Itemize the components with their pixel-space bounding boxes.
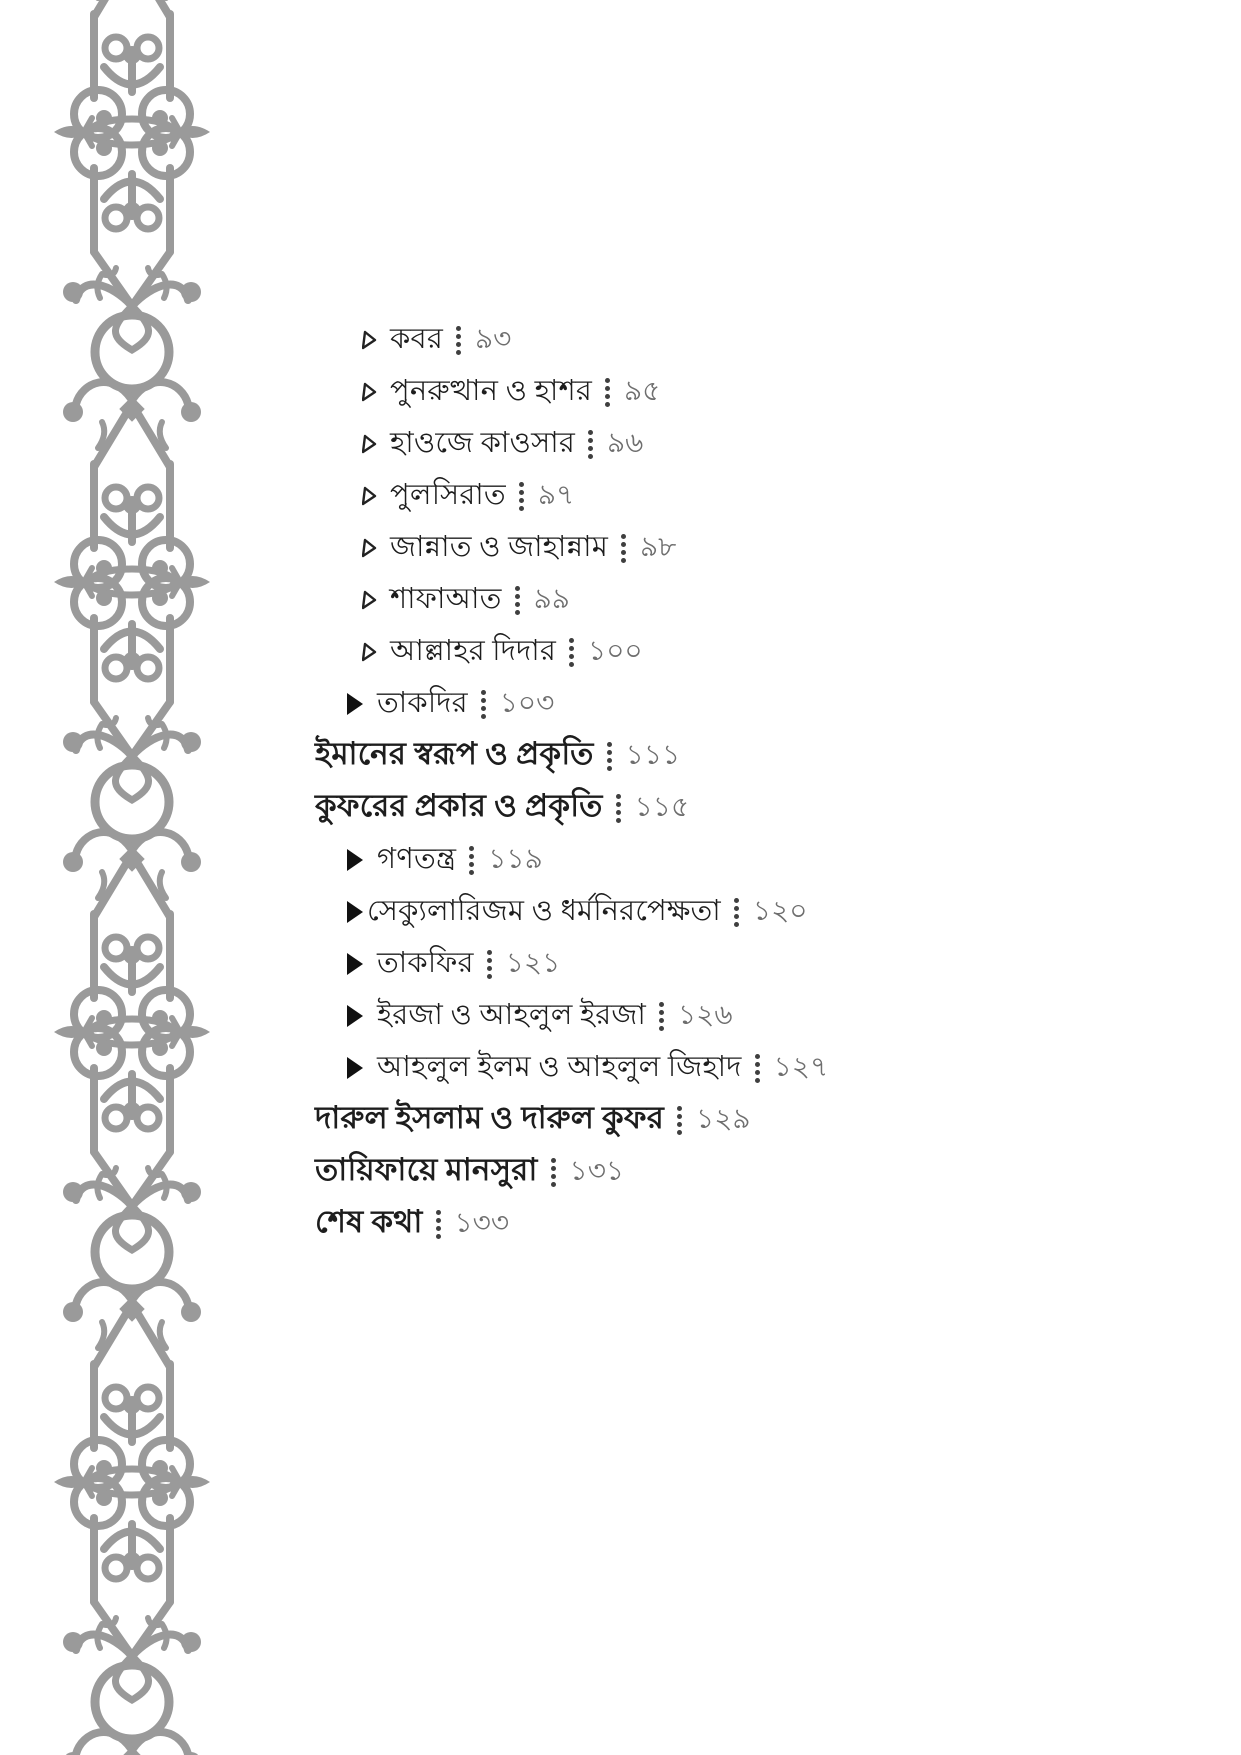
toc-entry — [315, 1146, 1155, 1198]
toc-entry — [346, 1042, 1155, 1094]
toc-entry — [362, 522, 1155, 574]
dots-separator-icon — [588, 428, 593, 460]
hollow-triangle-icon — [362, 486, 377, 506]
dots-separator-icon — [519, 480, 524, 512]
dots-separator-icon — [607, 740, 612, 772]
toc-entry — [362, 314, 1155, 366]
dots-separator-icon — [456, 324, 461, 356]
toc-entry-label: আহলুল ইলম ও আহলুল জিহাদ — [377, 1050, 742, 1083]
toc-entry — [315, 1198, 1155, 1250]
toc-entry — [315, 730, 1155, 782]
toc-entry — [362, 574, 1155, 626]
toc-entry-label: শাফাআত — [390, 582, 502, 615]
toc-entry-label: কবর — [390, 322, 443, 355]
toc-entry-page: ১২৬ — [677, 999, 733, 1031]
hollow-triangle-icon — [362, 642, 377, 662]
toc-entry — [362, 470, 1155, 522]
toc-entry-page: ৯৯ — [533, 583, 570, 615]
dots-separator-icon — [469, 844, 474, 876]
filled-triangle-icon — [346, 952, 364, 976]
filled-triangle-icon — [346, 848, 364, 872]
dots-separator-icon — [569, 636, 574, 668]
toc-entry — [346, 678, 1155, 730]
toc-entry-label: দারুল ইসলাম ও দারুল কুফর — [315, 1100, 665, 1135]
toc-entry — [362, 366, 1155, 418]
dots-separator-icon — [551, 1156, 556, 1188]
toc-entry-page: ১১১ — [625, 739, 681, 771]
toc-entry-page: ১২৭ — [773, 1051, 829, 1083]
dots-separator-icon — [481, 688, 486, 720]
toc-entry-page: ১২১ — [505, 947, 561, 979]
toc-entry-label: পুলসিরাত — [390, 478, 506, 511]
filled-triangle-icon — [346, 692, 364, 716]
toc-entry-page: ১২০ — [752, 895, 808, 927]
dots-separator-icon — [616, 792, 621, 824]
toc-entry — [315, 782, 1155, 834]
dots-separator-icon — [605, 376, 610, 408]
toc-entry-label: কুফরের প্রকার ও প্রকৃতি — [315, 788, 603, 823]
toc-entry-label: হাওজে কাওসার — [390, 426, 575, 459]
toc-entry — [362, 626, 1155, 678]
toc-entry — [346, 938, 1155, 990]
toc-entry-page: ১৩৩ — [454, 1207, 510, 1239]
toc-entry — [346, 886, 1155, 938]
filled-triangle-icon — [346, 1004, 364, 1028]
toc-entry-page: ৯৩ — [474, 323, 512, 355]
ornament-border — [42, 0, 222, 1755]
toc-entry-page: ৯৭ — [537, 479, 575, 511]
toc-entry-page: ৯৬ — [607, 427, 644, 459]
toc-entry-label: ইরজা ও আহলুল ইরজা — [377, 998, 646, 1031]
dots-separator-icon — [621, 532, 626, 564]
dots-separator-icon — [659, 1000, 664, 1032]
dots-separator-icon — [755, 1052, 760, 1084]
toc-entry — [346, 834, 1155, 886]
toc-entry-label: সেক্যুলারিজম ও ধর্মনিরপেক্ষতা — [367, 894, 721, 927]
filled-triangle-icon — [346, 900, 364, 924]
toc-entry-page: ১০৩ — [499, 687, 555, 719]
toc-entry-label: জান্নাত ও জাহান্নাম — [390, 530, 608, 563]
toc-entry-label: তাকদির — [377, 686, 468, 719]
toc-entry — [362, 418, 1155, 470]
hollow-triangle-icon — [362, 434, 377, 454]
floral-arabesque-icon — [42, 0, 222, 1755]
dots-separator-icon — [515, 584, 520, 616]
toc-entry-page: ১৩১ — [569, 1155, 625, 1187]
dots-separator-icon — [734, 896, 739, 928]
toc-entry-page: ১২৯ — [696, 1103, 751, 1135]
toc-entry-page: ১১৫ — [634, 791, 690, 823]
table-of-contents — [315, 314, 1155, 1250]
toc-entry-page: ৯৮ — [640, 531, 677, 563]
filled-triangle-icon — [346, 1056, 364, 1080]
dots-separator-icon — [436, 1208, 441, 1240]
hollow-triangle-icon — [362, 382, 377, 402]
toc-entry — [315, 1094, 1155, 1146]
hollow-triangle-icon — [362, 330, 377, 350]
toc-entry-page: ৯৫ — [623, 375, 661, 407]
toc-entry-label: ইমানের স্বরূপ ও প্রকৃতি — [315, 736, 594, 771]
dots-separator-icon — [487, 948, 492, 980]
toc-entry-label: গণতন্ত্র — [377, 842, 457, 875]
toc-entry-label: শেষ কথা — [315, 1204, 423, 1239]
toc-entry-label: তায়িফায়ে মানসুরা — [315, 1152, 538, 1187]
hollow-triangle-icon — [362, 538, 377, 558]
toc-entry-label: তাকফির — [377, 946, 474, 979]
toc-entry-label: আল্লাহর দিদার — [390, 634, 557, 667]
hollow-triangle-icon — [362, 590, 377, 610]
toc-entry-label: পুনরুত্থান ও হাশর — [390, 374, 592, 407]
toc-entry-page: ১১৯ — [488, 843, 543, 875]
toc-entry — [346, 990, 1155, 1042]
toc-entry-page: ১০০ — [588, 635, 643, 667]
dots-separator-icon — [677, 1104, 682, 1136]
